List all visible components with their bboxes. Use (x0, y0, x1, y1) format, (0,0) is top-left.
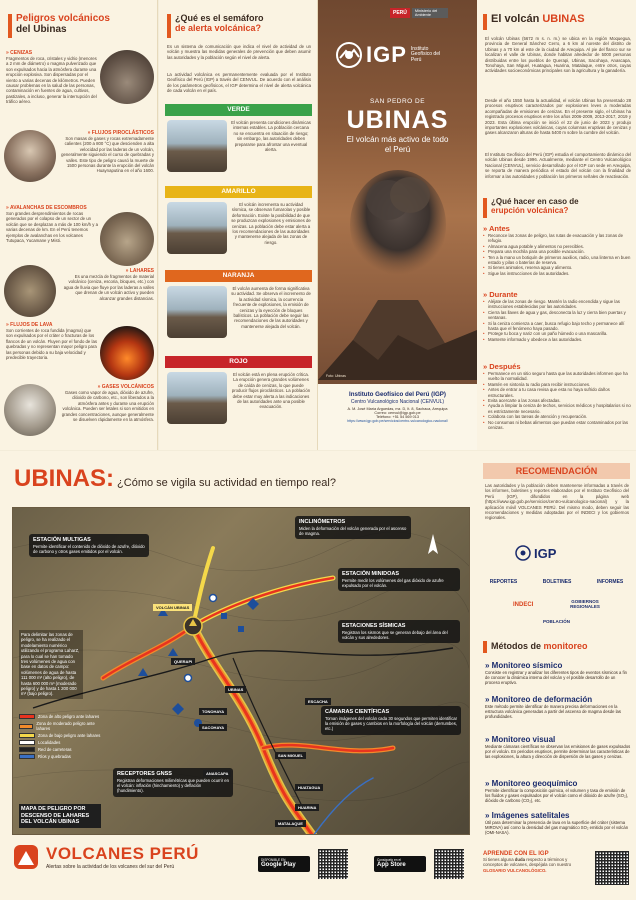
after-section: » Después • Permanece en un sitio seguro hasta que las autoridades informen que ha vuelto la normalidad. • Mantén en sintonía tu radio para recibir instrucciones. • Antes de entrar a tu casa revisa que esta no haya sufrido daños estructurales. • Evita acercarte a las zonas afectadas. • Ayuda a limpiar la ceniza de techos, servicios médicos y hospitalarios si no es estrictamente necesario. • Colabora con las tareas de atención y recuperación. • No consumas ni bebas alimentos que puedan estar contaminados por las cenizas. (483, 362, 631, 430)
hazard-lahares: » LAHARES Es una mezcla de fragmentos de material volcánico (ceniza, escoria, bloques, etc.) con agua de lluvia que fluye por las laderas a valles que drenan de un volcán activo y pueden alcanzar grandes distancias. (58, 268, 154, 301)
method-item (485, 811, 631, 836)
town-label: MATALAQUE (275, 820, 306, 827)
town-label: HUATAGUA (295, 784, 323, 791)
hazards-title: Peligros volcánicos del Ubinas (16, 13, 110, 35)
card-gnss: RECEPTORES GNSS Registran deformaciones milimétricas que pueden ocurrir en el volcán: inflación (hinchamiento) y deflación (hundimiento). (113, 768, 233, 797)
qr-glossary[interactable] (595, 851, 629, 885)
pyroclastic-photo (4, 130, 56, 182)
methods-title: Métodos de monitoreo (491, 641, 588, 651)
gas-photo (4, 384, 56, 436)
reco-title: RECOMENDACIÓN (483, 463, 630, 479)
method-title: » Monitoreo de deformación (485, 695, 593, 704)
volcano-eruption-illustration (318, 160, 477, 380)
peru-flag-label: PERÚ (390, 8, 410, 18)
alert-level-verde: VERDE (165, 104, 312, 116)
lava-photo (100, 326, 154, 380)
volcano-name: UBINAS (346, 106, 449, 134)
semaphore-title: ¿Qué es el semáforo de alerta volcánica? (175, 13, 264, 33)
before-item: • Si tienes animales, reserva agua y alimento. (483, 265, 631, 270)
after-item: • Mantén en sintonía tu radio para recibir instrucciones. (483, 382, 631, 387)
avalanche-photo (100, 212, 154, 266)
qr-google-play[interactable] (318, 849, 348, 879)
igp-logo (336, 42, 445, 68)
hazard-lava: » FLUJOS DE LAVA Son corrientes de roca fundida (magma) que son expulsados por el cráter o fracturas de los flancos de un volcán. Fluyen por el fondo de las quebradas y no representan mayor peligro para las personas debido a su baja velocidad y predecible trayectoria. (6, 322, 98, 361)
hazard-cenizas: » CENIZAS Fragmentos de roca, cristales y vidrio (menores a 2 mm de diámetro) o magma pulverizado que son expulsados hacia la atmósfera durante una erupción explosiva. Son dispersadas por el viento a varias decenas de kilómetros. Pueden causar problemas en la salud de las personas, contaminación en fuentes de agua, cultivos, pastizales, a incluso, generar la interrupción del tráfico aéreo. (6, 50, 97, 105)
town-label: UBINAS (225, 686, 246, 693)
town-label: ESCACHA (305, 698, 331, 705)
during-list (483, 299, 631, 342)
legend-swatch (19, 754, 35, 759)
google-play-badge[interactable]: DISPONIBLE EN Google Play (258, 856, 310, 872)
ubinas-paragraph-1: El volcán Ubinas (5672 m s. n. m.) se ubica en la región Moquegua, provincia de General Sánchez Cerro, a 6 km al noreste del distrito de Ubinas y a 70 km al este de la ciudad de Arequipa. Al pie del flanco sur se localizan el valle de Ubinas, donde habitan alrededor de 5000 personas distribuidas entre los pueblos de Querapi, Ubinas, Sacohaya, Anascapa, Tonohaya, San Miguel, Huatagua, Huarina, Matalaque, entre otros, cuyas actividades socioeconómicas principales son la agricultura y la ganadería. (485, 36, 631, 74)
accent-bar (483, 14, 487, 30)
gov-header (390, 8, 448, 18)
igp-logo-text: IGP (366, 42, 407, 67)
accent-bar (167, 14, 171, 38)
method-title: » Imágenes satelitales (485, 811, 570, 820)
lava-text: Son corrientes de roca fundida (magma) que son expulsados por el cráter o fracturas de los flancos de un volcán. Fluyen por el fondo de las quebradas y no representan mayor peligro para las personas debido a su baja velocidad y predecible trayectoria. (6, 328, 98, 361)
legend-label: Localidades (38, 740, 61, 745)
gases-text: Gases como vapor de agua, dióxido de azufre, dióxido de carbono, etc., son liberados a la atmósfera antes y durante una erupción volcánica. Pueden ser letales si son emitidos en grandes concentraciones, aunque generalmente se disuelven rápidamente en la atmósfera. (61, 390, 154, 423)
during-item: • Cierra las llaves de agua y gas, desconecta la luz y cierra bien puertas y ventanas. (483, 310, 631, 321)
map-caption: MAPA DE PELIGRO POR DESCENSO DE LAHARES DEL VOLCÁN UBINAS (19, 804, 101, 828)
legend-item (19, 733, 101, 738)
hazard-flujos: » FLUJOS PIROCLÁSTICOS Son masas de gases y rocas extremadamente calientes (200 a 800 °C) que descienden a alta velocidad por las laderas de un volcán, generalmente siguiendo el curso de quebradas y valles. Este tipo de peligro causó la muerte de 1500 personas durante la erupción del volcán Huaynaputina en el año 1600. (58, 130, 154, 174)
alert-level-amarillo: AMARILLO (165, 186, 312, 198)
panel-cover (318, 0, 477, 450)
during-title: Durante (489, 290, 518, 299)
ubinas-title: El volcán UBINAS (491, 13, 585, 25)
informes-label: INFORMES (596, 579, 624, 585)
reco-text: Las autoridades y la población deben mantenerse informadas a través de los informes, boletines y reportes elaborados por el Instituto Geofísico del Perú (IGP), difundidos en la página web (https://www.igp.gob.pe/servicios/centro-vulcanologico-nacional) y la aplicación móvil VOLCANES PERÚ. Del mismo modo, deben seguir las recomendaciones y medidas adoptadas por el INDECI y los gobiernos regionales. (485, 483, 629, 521)
card-minidoas: ESTACIÓN MINIDOAS Permite medir los volúmenes del gas dióxido de azufre expulsado por el volcán. (338, 568, 460, 591)
panel-ubinas-info (477, 0, 636, 450)
qr-app-store[interactable] (434, 849, 464, 879)
card-inclinometros: INCLINÓMETROS Miden la deformación del volcán generada por el ascenso de magma. (295, 516, 411, 539)
cenizas-text: Fragmentos de roca, cristales y vidrio (menores a 2 mm de diámetro) o magma pulverizado que son expulsados hacia la atmósfera durante una erupción explosiva. Son dispersadas por el viento a varias decenas de kilómetros. Pueden causar problemas en la salud de las personas, contaminación en fuentes de agua, cultivos, pastizales, a incluso, generar la interrupción del tráfico aéreo. (6, 56, 97, 105)
alert-photo-verde (167, 120, 227, 172)
lava-title: FLUJOS DE LAVA (10, 322, 53, 328)
legend-label: Zona de moderado peligro ante lahares (36, 721, 95, 731)
methodology-note: Para delimitar las zonas de peligro, se ha realizado el modelamiento numérico utilizando el programa LaharZ, para lo cual se han tomado tres volúmenes de agua con base en datos de campo: volúmenes de agua de hasta 111 000 m³ (alto peligro), de hasta 600 000 m³ (moderado peligro) y de hasta 1 200 000 m³ (bajo peligro). (19, 630, 83, 699)
address: A. M. José María Arguedas, mz. D, lt. 8, Sachaca, Arequipa (347, 407, 448, 411)
legend-item (19, 747, 101, 752)
method-item (485, 695, 631, 720)
flujos-text: Son masas de gases y rocas extremadamente calientes (200 a 800 °C) que descienden a alta velocidad por las laderas de un volcán, generalmente siguiendo el curso de quebradas y valles. Este tipo de peligro causó la muerte de 1500 personas durante la erupción del volcán Huaynaputina en el año 1600. (61, 136, 154, 174)
hazard-avalanchas: » AVALANCHAS DE ESCOMBROS Son grandes desprendimientos de rocas generados por el colapso de un sector de un volcán que se desplazan a más de 100 km/h y a varias decenas de km. En el Perú tenemos ejemplos de avalanchas en los volcanes Tutupaca, Yucamane y Misti. (6, 205, 98, 244)
cover-tagline: El volcán más activo de todo el Perú (346, 135, 449, 154)
learn-text: Si tienes alguna duda respecto a términos y conceptos de volcanes, despéjala con nuestro GLOSARIO VULCANOLÓGICO. (483, 857, 572, 873)
lahares-title: LAHARES (129, 268, 154, 274)
lahar-photo (4, 265, 56, 317)
after-list (483, 371, 631, 430)
photo-credit: Foto: Ubinas (326, 374, 346, 378)
alert-text-amarillo: El volcán incrementa su actividad sísmica, se observan fumarolas y posible deformación. Existe la posibilidad de que se produzcan explosiones y emisiones de cenizas. La población debe estar alerta a los recomendaciones de las autoridades y mantenerse alejada de las zonas de riesgo. (231, 202, 311, 245)
card-camaras: CÁMARAS CIENTÍFICAS Toman imágenes del volcán cada 30 segundos que permiten identificar la emisión de gases y cambios en la morfología del volcán (derrumbes, etc.) (321, 706, 461, 735)
after-item: • Antes de entrar a tu casa revisa que esta no haya sufrido daños estructurales. (483, 387, 631, 398)
after-item: • Permanece en un sitio seguro hasta que las autoridades informen que ha vuelto la normalidad. (483, 371, 631, 382)
town-label: HUARINA (295, 804, 319, 811)
map-panel (0, 451, 477, 900)
legend-label: Ríos y quebradas (38, 754, 71, 759)
method-item (485, 661, 631, 686)
accent-bar (483, 641, 487, 653)
legend-swatch (19, 724, 33, 729)
lahares-text: Es una mezcla de fragmentos de material volcánico (ceniza, escoria, bloques, etc.) con agua de lluvia que fluye por las laderas a valles que drenan de un volcán activo y pueden alcanzar grandes distancias. (63, 274, 154, 301)
app-brand-name: VOLCANES PERÚ (46, 844, 199, 863)
panel-alert-semaphore (159, 0, 318, 450)
method-text: Útil para determinar la presencia de lava en la superficie del cráter (sistema MIROVA) así como la densidad del gas magmático SO₂ emitido por el volcán (OMI-NASA). (485, 820, 629, 836)
avalanchas-title: AVALANCHAS DE ESCOMBROS (9, 205, 87, 211)
before-item: • Ten a la mano un botiquín de primeros auxilios, radio, una linterna en buen estado y pilas o baterías de reserva. (483, 255, 631, 266)
email[interactable]: Correo: cenvul@igp.gob.pe (374, 411, 421, 415)
alert-photo-amarillo (167, 202, 227, 254)
after-item: • Evita acercarte a las zonas afectadas. (483, 398, 631, 403)
hazard-map[interactable] (12, 507, 470, 835)
output-types (477, 579, 636, 585)
recommendation-panel (477, 451, 636, 900)
igp-mini-logo: IGP (515, 545, 556, 561)
north-arrow-icon (428, 534, 438, 554)
population-label: POBLACIÓN (543, 619, 570, 624)
legend-label: Red de carreteras (38, 747, 72, 752)
ubinas-paragraph-3: El Instituto Geofísico del Perú (IGP) estudia el comportamiento dinámico del volcán Ubinas desde 1996. Actualmente, mediante el Centro Vulcanológico Nacional (CENVUL), servicio desarrollado por el IGP con sede en Arequipa, se reporta de manera periódica el estado del volcán con la finalidad de informar a las autoridades y población los primeros señales de reactivación. (485, 152, 631, 179)
legend-item (19, 721, 101, 731)
alert-photo-rojo (167, 372, 227, 424)
legend-label: Zona de bajo peligro ante lahares (38, 733, 101, 738)
legend-swatch (19, 733, 35, 738)
org-name: Instituto Geofísico del Perú (IGP) (349, 391, 446, 398)
town-label: TONOHAYA (199, 708, 227, 715)
before-section: » Antes • Reconoce las zonas de peligro, las rutas de evacuación y las zonas de refugio. • Almacena agua potable y alimentos no perecibles. • Prepara una mochila para una posible evacuación. • Ten a la mano un botiquín de primeros auxilios, radio, una linterna en buen estado y pilas o baterías de reserva. • Si tienes animales, reserva agua y alimento. • Sigue las instrucciones de las autoridades. (483, 224, 631, 276)
before-item: • Almacena agua potable y alimentos no perecibles. (483, 244, 631, 249)
alert-photo-naranja (167, 286, 227, 338)
method-text: Permite identificar la composición química, el volumen y tasa de emisión de los fluidos y gases expulsados por el volcán como el dióxido de azufre (SO₂), dióxido de carbono (CO₂), etc. (485, 788, 629, 804)
igp-full-name: Instituto Geofísico del Perú (410, 45, 441, 63)
learn-box (483, 851, 583, 873)
cenizas-title: CENIZAS (10, 50, 33, 56)
method-text: Mediante cámaras científicas se observan las emisiones de gases expulsados por el volcán. En periodos eruptivos, permite determinar las características de las explosiones, la altura y dirección de dispersión de las gases y cenizas. (485, 744, 631, 760)
alert-text-naranja: El volcán aumenta de forma significativa su actividad. Se observa el incremento de la actividad sísmica, la ocurrencia frecuente de explosiones, la emisión de cenizas y la eyección de bloques balísticos. La población debe seguir las recomendaciones de las autoridades y mantenerse alejada del volcán. (231, 286, 311, 329)
phone: Teléfono: +51 54 569 013 (376, 415, 419, 419)
center-name: Centro Vulcanológico Nacional (CENVUL) (350, 399, 445, 405)
legend-label: Zona de alto peligro ante lahares (38, 714, 100, 719)
indeci-label: INDECI (513, 602, 534, 608)
app-logo-icon (12, 843, 40, 871)
app-brand (12, 843, 199, 871)
hazard-gases: » GASES VOLCÁNICOS Gases como vapor de agua, dióxido de azufre, dióxido de carbono, etc., son liberados a la atmósfera antes y durante una erupción volcánica. Pueden ser letales si son emitidos en grandes concentraciones, aunque generalmente se disuelven rápidamente en la atmósfera. (58, 384, 154, 422)
method-text: Este método permite identificar de manera precisa deformaciones en la estructura volcánica generadas a partir del ascenso de magma desde las profundidades. (485, 704, 621, 720)
app-tagline: Alertas sobre la actividad de los volcanes del sur del Perú (46, 864, 175, 870)
alert-text-rojo: El volcán está en plena erupción crítica. La erupción genera grandes volúmenes de caída de cenizas, lo que puede producir flujos piroclásticos. La población debe estar muy alerta a las indicaciones de las autoridades ante una posible evacuación. (231, 372, 311, 410)
alert-level-rojo: ROJO (165, 356, 312, 368)
method-item (485, 779, 631, 804)
during-item: • Si la ceniza comienza a caer, busca refugio bajo techo y permanece allí hasta que el fenómeno haya pasado. (483, 321, 631, 332)
during-item: • Protege tu boca y nariz con un paño húmedo o una mascarilla. (483, 331, 631, 336)
semaphore-intro-2: La actividad volcánica es permanentemente evaluada por el Instituto Geofísico del Perú (IGP) a través del CENVUL. De acuerdo con el análisis de los parámetros geofísicos, el IGP determina el nivel de alerta volcánica de cada volcán en el país. (167, 72, 311, 94)
ash-photo (100, 50, 154, 104)
town-label: QUERAPI (171, 658, 195, 665)
during-item: • Aléjate de las zonas de riesgo. Mantén la radio encendida y sigue las instrucciones establecidas por las autoridades. (483, 299, 631, 310)
semaphore-intro-1: Es un sistema de comunicación que indica el nivel de actividad de un volcán y muestra las medidas generales de prevención que deben asumir las autoridades y la población según el nivel de alerta. (167, 44, 311, 60)
after-title: Después (489, 362, 521, 371)
during-section: » Durante • Aléjate de las zonas de riesgo. Mantén la radio encendida y sigue las instrucciones establecidas por las autoridades. • Cierra las llaves de agua y gas, desconecta la luz y cierra bien puertas y ventanas. • Si la ceniza comienza a caer, busca refugio bajo techo y permanece allí hasta que el fenómeno haya pasado. • Protege tu boca y nariz con un paño húmedo o una mascarilla. • Mantente informado y obedece a las autoridades. (483, 290, 631, 342)
legend-item (19, 754, 101, 759)
alert-level-naranja: NARANJA (165, 270, 312, 282)
method-text: Consiste en registrar y analizar los diferentes tipos de eventos sísmicos a fin de conocer la dinámica interna del volcán y el posible desarrollo de un proceso eruptivo. (485, 670, 627, 686)
legend-swatch (19, 740, 35, 745)
after-item: • Ayuda a limpiar la ceniza de techos, servicios médicos y hospitalarios si no es estrictamente necesario. (483, 403, 631, 414)
avalanchas-text: Son grandes desprendimientos de rocas generados por el colapso de un sector de un volcán que se desplazan a más de 100 km/h y a varias decenas de km. En el Perú tenemos ejemplos de avalanchas en los volcanes Tutupaca, Yucamane y Misti. (6, 211, 98, 244)
place-label: SAN PEDRO DE (369, 98, 426, 105)
before-item: • Sigue las instrucciones de las autoridades. (483, 271, 631, 276)
panel-volcanic-hazards (0, 0, 158, 450)
town-label: SAN MIGUEL (275, 752, 306, 759)
ministry-label: Ministerio del Ambiente (412, 8, 448, 18)
before-item: • Prepara una mochila para una posible evacuación. (483, 249, 631, 254)
contact-box (318, 384, 477, 450)
volcano-label: VOLCÁN UBINAS (153, 604, 192, 611)
before-item: • Reconoce las zonas de peligro, las rutas de evacuación y las zonas de refugio. (483, 233, 631, 244)
card-sismicas: ESTACIONES SÍSMICAS Registran los sismos que se generan debajo del área del volcán y sus alrededores. (338, 620, 460, 643)
legend-item (19, 740, 101, 745)
after-item: • No consumas ni bebas alimentos que puedan estar contaminados por las cenizas. (483, 420, 631, 431)
method-title: » Monitoreo visual (485, 735, 556, 744)
app-store-badge[interactable]: Consíguelo en el App Store (374, 856, 426, 872)
accent-bar (483, 198, 487, 218)
method-title: » Monitoreo geoquímico (485, 779, 578, 788)
reports-label: REPORTES (489, 579, 518, 585)
after-item: • Colabora con las tareas de atención y recuperación. (483, 414, 631, 419)
legend-swatch (19, 714, 35, 719)
what-to-do-title: ¿Qué hacer en caso de erupción volcánica? (491, 197, 579, 215)
igp-globe-icon (515, 545, 531, 561)
learn-title: APRENDE CON EL IGP (483, 851, 549, 857)
flujos-title: FLUJOS PIROCLÁSTICOS (91, 130, 154, 136)
alert-text-verde: El volcán presenta condiciones dinámicas internas estables. La población cercana no se encuentra en situación de riesgo; sin embargo, las autoridades deben prepararse para afrontar una eventual alerta. (231, 120, 311, 153)
gases-title: GASES VOLCÁNICOS (101, 384, 154, 390)
map-legend (19, 714, 101, 761)
town-label: ANASCAPA (203, 770, 231, 777)
legend-item (19, 714, 101, 719)
town-label: SACOHAYA (199, 724, 227, 731)
bulletins-label: BOLETINES (542, 579, 572, 585)
ubinas-paragraph-2: Desde el año 1550 hasta la actualidad, el volcán Ubinas ha presentado 28 procesos eruptivos caracterizados por explosiones leves a moderadas acompañadas de emisiones de cenizas. En el presente siglo, el Ubinas ha registrado procesos eruptivos entre los años 2006-2009, 2013-2017, 2019 y 2023. Esta última erupción se inició el 22 de junio de 2023 y produjo importantes explosiones volcánicas, cuyas columnas eruptivas de cenizas y gases alcanzaron alturas de hasta 5400 m sobre la cumbre del volcán. (485, 98, 631, 136)
legend-swatch (19, 747, 35, 752)
method-item (485, 735, 631, 760)
regional-gov-label: GOBIERNOS REGIONALES (570, 599, 600, 609)
before-title: Antes (488, 224, 510, 233)
accent-bar (8, 14, 12, 38)
card-multigas: ESTACIÓN MULTIGAS Permite identificar el contenido de dióxido de azufre, dióxido de carbono y otros gases emitidos por el volcán. (29, 534, 149, 557)
igp-globe-icon (336, 42, 362, 68)
map-title: UBINAS: ¿Cómo se vigila su actividad en tiempo real? (14, 465, 336, 492)
during-item: • Mantente informado y obedece a las autoridades. (483, 337, 631, 342)
cenvul-url[interactable]: https://www.igp.gob.pe/servicios/centro-vulcanologico-nacional/ (347, 419, 448, 423)
before-list (483, 233, 631, 276)
method-title: » Monitoreo sísmico (485, 661, 563, 670)
